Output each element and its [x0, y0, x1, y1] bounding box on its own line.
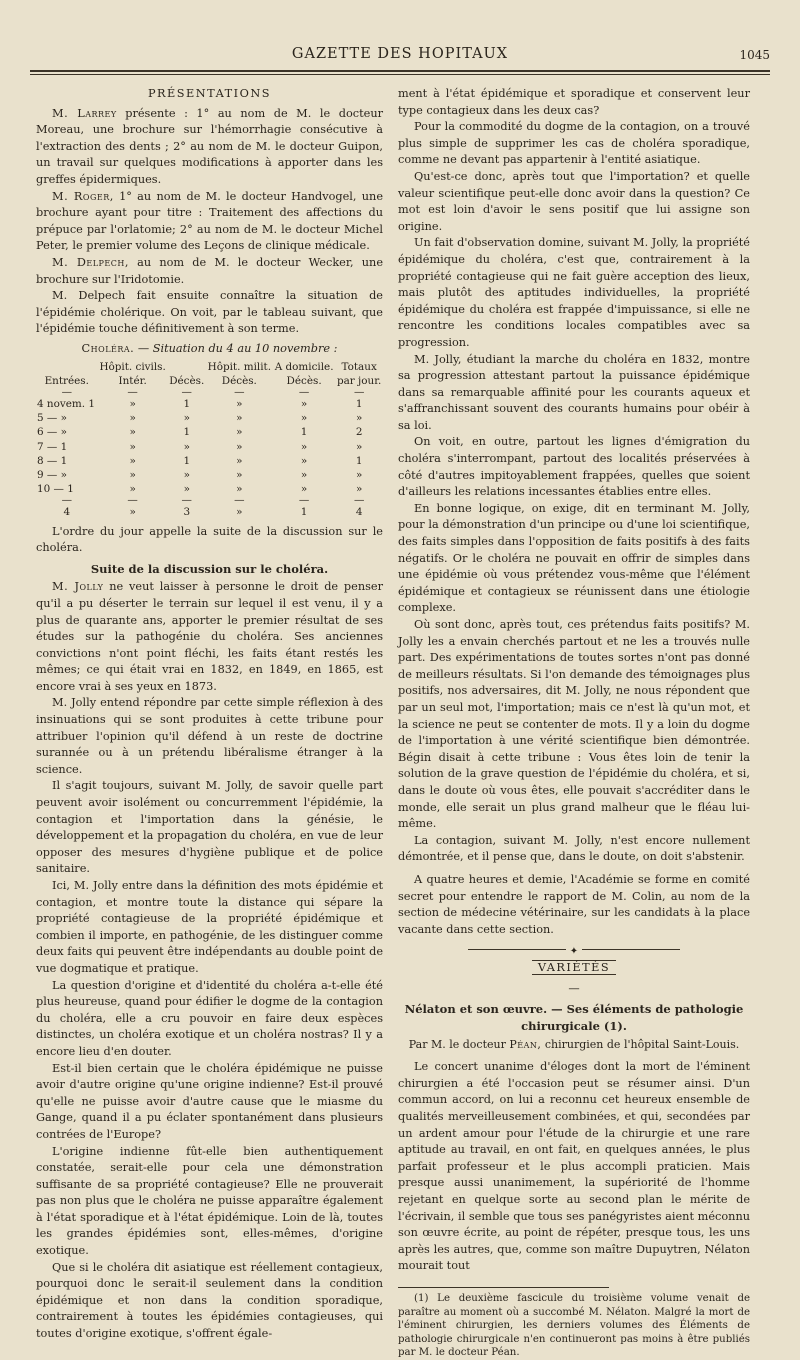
left-column [36, 86, 383, 1343]
paragraph-text: présente : 1° au nom de M. le docteur Moreau, une brochure sur l'hémorrhagie consécutive à l'extraction des dents ; 2° au nom de M. le docteur Guipon, un travail sur quelques modifications à apporter dans les greffes épidermiques. [36, 106, 383, 186]
presentations-heading: PRÉSENTATIONS [147, 87, 272, 100]
running-title: GAZETTE DES HOPITAUX [291, 46, 509, 62]
cholera-table [36, 360, 383, 520]
table-dash: — [234, 494, 245, 507]
paragraph-text: ne veut laisser à personne le droit de penser qu'il a pu déserter le terrain sur lequel il est venu, il y a plus de quarante ans, apporter le premier résultat de ses études sur la pathogénie du choléra. Ses anciennes convictions n'ont point fléchi, les faits étant restés les mêmes; ce qui était vrai en 1832, en 1849, en 1865, est encore vrai à ses yeux en 1873. [36, 580, 383, 693]
table-row [36, 468, 383, 482]
table-cell: » [236, 468, 243, 481]
table-cell: » [183, 440, 190, 453]
table-cell: 9 — » [37, 468, 67, 481]
byline-text: chirurgien de l'hôpital Saint-Louis. [544, 1037, 740, 1051]
table-cell: 1 [355, 397, 363, 410]
varietes-label: VARIÉTÉS [532, 960, 616, 975]
table-cell: 7 — 1 [37, 440, 68, 453]
table-header: Hôpit. milit. [207, 360, 272, 373]
footnote: (1) Le deuxième fascicule du troisième volume venait de paraître au moment où a succombé M. Nélaton. Malgré la mort de l'éminent chirurgien, les derniers volumes des Éléments de pathologie chirurgicale n'en continueront pas moins à être publiés par M. le docteur Péan. [398, 1292, 750, 1359]
table-cell: 6 — » [37, 426, 67, 439]
table-cell: » [300, 483, 308, 496]
table-cell: » [236, 483, 243, 496]
table-header-row [36, 360, 383, 374]
paragraph: M. Jolly entend répondre par cette simple réflexion à des insinuations qui se sont produites à cette tribune pour attribuer l'opinion qu'il défend à un reste de doctrine surannée ou à un prétendu libéralisme étranger à la science. [36, 696, 383, 776]
paragraph: M. Jolly, étudiant la marche du choléra en 1832, montre sa progression attestant partout la puissance épidémique dans sa remarquable affinité pour les courants aqueux et s'affranchissant souvent des courants humains pour obéir à sa loi. [398, 352, 750, 432]
paragraph: Est-il bien certain que le choléra épidémique ne puisse avoir d'autre origine qu'une origine indienne? Est-il prouvé qu'elle ne puisse avoir d'autre cause que le miasme du Gange, quand il a pu éclater spontanément dans plusieurs contrées de l'Europe? [36, 1061, 383, 1141]
table-cell: » [355, 412, 363, 425]
table-cell: » [300, 468, 308, 481]
table-cell: » [129, 483, 136, 496]
table-cell: » [300, 454, 308, 467]
header-rule [30, 70, 770, 72]
comite-paragraph: A quatre heures et demie, l'Académie se forme en comité secret pour entendre le rapport de M. Colin, au nom de la section de médecine vétérinaire, sur les candidats à la place vacante dans cette section. [398, 872, 750, 936]
table-dash: — [127, 494, 138, 507]
table-header: Décès. [286, 374, 322, 387]
table-cell: 8 — 1 [37, 454, 68, 467]
paragraph-text: 1° au nom de M. le docteur Handvogel, une brochure ayant pour titre : Traitement des affections du prépuce par l'orlatomie; 2° au nom de M. le docteur Michel Peter, le premier volume des Leçons de clinique médicale. [36, 189, 384, 253]
author-name: Péan, [509, 1037, 542, 1051]
section-ornament [398, 944, 750, 958]
table-cell: » [236, 454, 243, 467]
paragraph: La contagion, suivant M. Jolly, n'est encore nullement démontrée, et il pense que, dans le doute, on doit s'abstenir. [398, 833, 750, 864]
table-header: Intér. [118, 374, 147, 387]
table-cell: 10 — 1 [37, 483, 74, 496]
table-cell: » [129, 454, 136, 467]
table-dash: — [181, 494, 192, 507]
speaker-name: M. Larrey [52, 106, 117, 120]
speaker-name: M. Jolly [52, 580, 104, 594]
paragraph-text: au nom de M. le docteur Wecker, une brochure sur l'Iridotomie. [36, 255, 384, 286]
table-cell: » [300, 440, 308, 453]
table-total: 3 [183, 506, 191, 519]
roger-paragraph [36, 189, 383, 255]
article-paragraph: Le concert unanime d'éloges dont la mort de l'éminent chirurgien a été l'occasion peut se résumer ainsi. D'un commun accord, on lui a reconnu cet heureux ensemble de qualités merveilleusement combinées, et qui, secondées par un ardent amour pour l'étude de la chirurgie et une rare aptitude au travail, en ont fait, en quelques années, le plus parfait professeur et le plus accompli praticien. Mais presque aussi unanimement, la supériorité de l'homme rejetant en quelque sorte au second plan le mérite de l'écrivain, il semble que tous ses panégyristes aient méconnu son œuvre écrite, au point de répéter, presque tous, les uns après les autres, que, comme son maître Dupuytren, Nélaton mourait tout [398, 1060, 750, 1273]
table-row [36, 440, 383, 454]
caption-text: — Situation du 4 au 10 novembre : [137, 341, 338, 355]
table-dash: — [298, 494, 310, 507]
table-cell: 1 [300, 426, 308, 439]
table-header: par jour. [336, 374, 382, 387]
discussion-heading: Suite de la discussion sur le choléra. [90, 561, 329, 576]
paragraph: L'origine indienne fût-elle bien authentiquement constatée, serait-elle pour cela une démonstration suffisante de sa propriété contagieuse? Elle ne prouverait pas non plus que le choléra ne puisse apparaître également à l'état sporadique et à l'état épidémique. Loin de là, toutes les grandes épidémies sont, elles-mêmes, d'origine exotique. [36, 1144, 383, 1258]
table-header: Décès. [221, 374, 257, 387]
paragraph: Il s'agit toujours, suivant M. Jolly, de savoir quelle part peuvent avoir isolément ou concurremment l'épidémie, la contagion et l'importation dans la génésie, le développement et la propagation du choléra, en vue de leur opposer des mesures d'hygiène publique et de police sanitaire. [36, 779, 383, 876]
table-total: » [236, 506, 243, 519]
table-cell: 1 [355, 454, 363, 467]
table-cell: » [300, 412, 308, 425]
table-cell: » [129, 397, 136, 410]
table-cell: 1 [183, 426, 191, 439]
table-body [36, 397, 383, 496]
paragraph: On voit, en outre, partout les lignes d'émigration du choléra s'interrompant, partout des localités préservées à côté d'autres impitoyablement frappées, quelles que soient d'ailleurs les relations incessantes établies entre elles. [398, 435, 750, 499]
table-total: 1 [300, 506, 308, 519]
table-cell: » [129, 468, 136, 481]
table-cell: » [129, 412, 136, 425]
table-header [168, 360, 206, 374]
speaker-name: M. Delpech, [52, 255, 129, 269]
paragraph: Qu'est-ce donc, après tout que l'importation? et quelle valeur scientifique peut-elle donc avoir dans la question? Ce mot est loin d'avoir le sens positif que lui assigne son origine. [398, 169, 750, 233]
table-cell: » [355, 440, 363, 453]
table-row [36, 397, 383, 411]
small-dash: — [568, 981, 580, 995]
header-rule-thin [30, 74, 770, 75]
paragraph: Ici, M. Jolly entre dans la définition des mots épidémie et contagion, et montre toute la distance qui sépare la propriété contagieuse de la propriété épidémique et combien il importe, en pathogénie, de les distinguer comme deux faits qui peuvent être indépendants au double point de vue dogmatique et pratique. [36, 879, 383, 975]
table-cell: » [236, 440, 243, 453]
table-dash: — [181, 385, 192, 398]
table-cell: 1 [183, 454, 191, 467]
table-total: 4 [355, 506, 363, 519]
paragraph: Où sont donc, après tout, ces prétendus faits positifs? M. Jolly les a envain cherchés partout et ne les a trouvés nulle part. Des expérimentations de toutes sortes n'ont pas donné de meilleurs résultats. Si l'on demande des témoignages plus positifs, nos adversaires, dit M. Jolly, ne nous répondent que par un seul mot, l'importation; mais ce n'est là qu'un mot, et la science ne peut se contenter de mots. Il y a loin du dogme de l'importation à une vérité scientifique bien démontrée. Bégin disait à cette tribune : Vous êtes loin de tenir la solution de la grave question de l'épidémie du choléra, et si, dans le doute où vous êtes, elle pouvait s'accréditer dans le monde, elle serait un plus grand malheur que le fléau lui-même. [398, 618, 750, 831]
article-title: Nélaton et son œuvre. — Ses éléments de pathologie chirurgicale (1). [404, 1002, 744, 1034]
table-cell: » [183, 483, 190, 496]
delpech-paragraph [36, 255, 383, 288]
table-cell: » [129, 426, 136, 439]
table-total: » [129, 506, 136, 519]
paragraph: Un fait d'observation domine, suivant M. Jolly, la propriété épidémique du choléra, c'est que, contrairement à la propriété contagieuse qui ne fait guère acception des lieux, mais plutôt des aptitudes individuelles, la propriété épidémique du choléra est frappée d'impuissance, si elle ne rencontre les conditions locales compatibles avec sa progression. [398, 236, 750, 349]
larrey-paragraph [36, 106, 383, 189]
table-cell: » [355, 483, 363, 496]
table-cell: » [129, 440, 136, 453]
footnote-rule [398, 1287, 609, 1288]
table-cell: » [236, 397, 243, 410]
table-dash-row [36, 496, 383, 505]
paragraph: La question d'origine et d'identité du choléra a-t-elle été plus heureuse, quand pour édifier le dogme de la contagion du choléra, elle a cru pouvoir en faire deux espèces distinctes, un choléra exotique et un choléra nostras? Il y a encore lieu d'en douter. [36, 978, 383, 1058]
jolly-paragraph [36, 579, 383, 695]
table-cell: 1 [183, 397, 191, 410]
table-dash: — [127, 385, 138, 398]
table-caption [36, 341, 383, 358]
table-dash: — [61, 385, 72, 398]
table-dash: — [61, 494, 72, 507]
table-totals-row [36, 505, 383, 519]
table-row [36, 425, 383, 439]
delpech-situation: M. Delpech fait ensuite connaître la situation de l'épidémie cholérique. On voit, par le tableau suivant, que l'épidémie touche définitivement à son terme. [36, 289, 383, 336]
table-cell: » [183, 412, 190, 425]
table-cell: » [300, 397, 308, 410]
page-header [30, 40, 770, 66]
table-dash: — [298, 385, 310, 398]
table-cell: » [355, 468, 363, 481]
table-header: Totaux [341, 360, 377, 373]
speaker-name: M. Roger, [52, 189, 114, 203]
paragraph: En bonne logique, on exige, dit en terminant M. Jolly, pour la démonstration d'un principe ou d'une loi scientifique, des faits simples dans l'opposition de faits positifs à des faits négatifs. Or le choléra ne pouvait en offrir de simples dans une épidémie où vous prétendez vous-même que l'élément épidémique et contagieux se réunissent dans une étiologie complexe. [398, 501, 750, 615]
table-dash: — [234, 385, 245, 398]
ornament-glyph: ✦ [566, 946, 582, 957]
table-row [36, 411, 383, 425]
table-header [36, 360, 98, 374]
paragraph: Que si le choléra dit asiatique est réellement contagieux, pourquoi donc le serait-il seulement dans la condition épidémique et non dans la condition sporadique, contrairement à toutes les épidémies contagieuses, qui toutes d'origine exotique, s'offrent égale- [36, 1260, 383, 1341]
varietes-heading [398, 960, 750, 977]
ordre-du-jour: L'ordre du jour appelle la suite de la discussion sur le choléra. [36, 524, 383, 555]
article-byline [398, 1037, 750, 1054]
table-dash-row [36, 388, 383, 397]
table-row [36, 454, 383, 468]
table-header: A domicile. [274, 360, 334, 373]
right-column [398, 86, 750, 1360]
table-header: Entrées. [44, 374, 89, 387]
page-number: 1045 [739, 48, 770, 62]
table-cell: » [236, 426, 243, 439]
paragraph: Pour la commodité du dogme de la contagion, on a trouvé plus simple de supprimer les cas de choléra sporadique, comme ne devant pas appartenir à l'entité asiatique. [398, 120, 750, 167]
table-cell: » [236, 412, 243, 425]
table-dash: — [353, 385, 365, 398]
table-cell: » [183, 468, 190, 481]
paragraph: ment à l'état épidémique et sporadique et conservent leur type contagieux dans les deux cas? [398, 87, 750, 117]
table-row [36, 482, 383, 496]
table-cell: 2 [355, 426, 363, 439]
table-total: 4 [63, 506, 71, 519]
table-dash: — [353, 494, 365, 507]
caption-label: Choléra. [81, 341, 135, 355]
table-header: Décès. [169, 374, 205, 387]
table-header-row [36, 374, 383, 388]
byline-text: Par M. le docteur [408, 1037, 506, 1051]
table-cell: 4 novem. 1 [37, 397, 95, 410]
table-cell: 5 — » [37, 412, 67, 425]
table-header: Hôpit. civils. [99, 360, 166, 373]
